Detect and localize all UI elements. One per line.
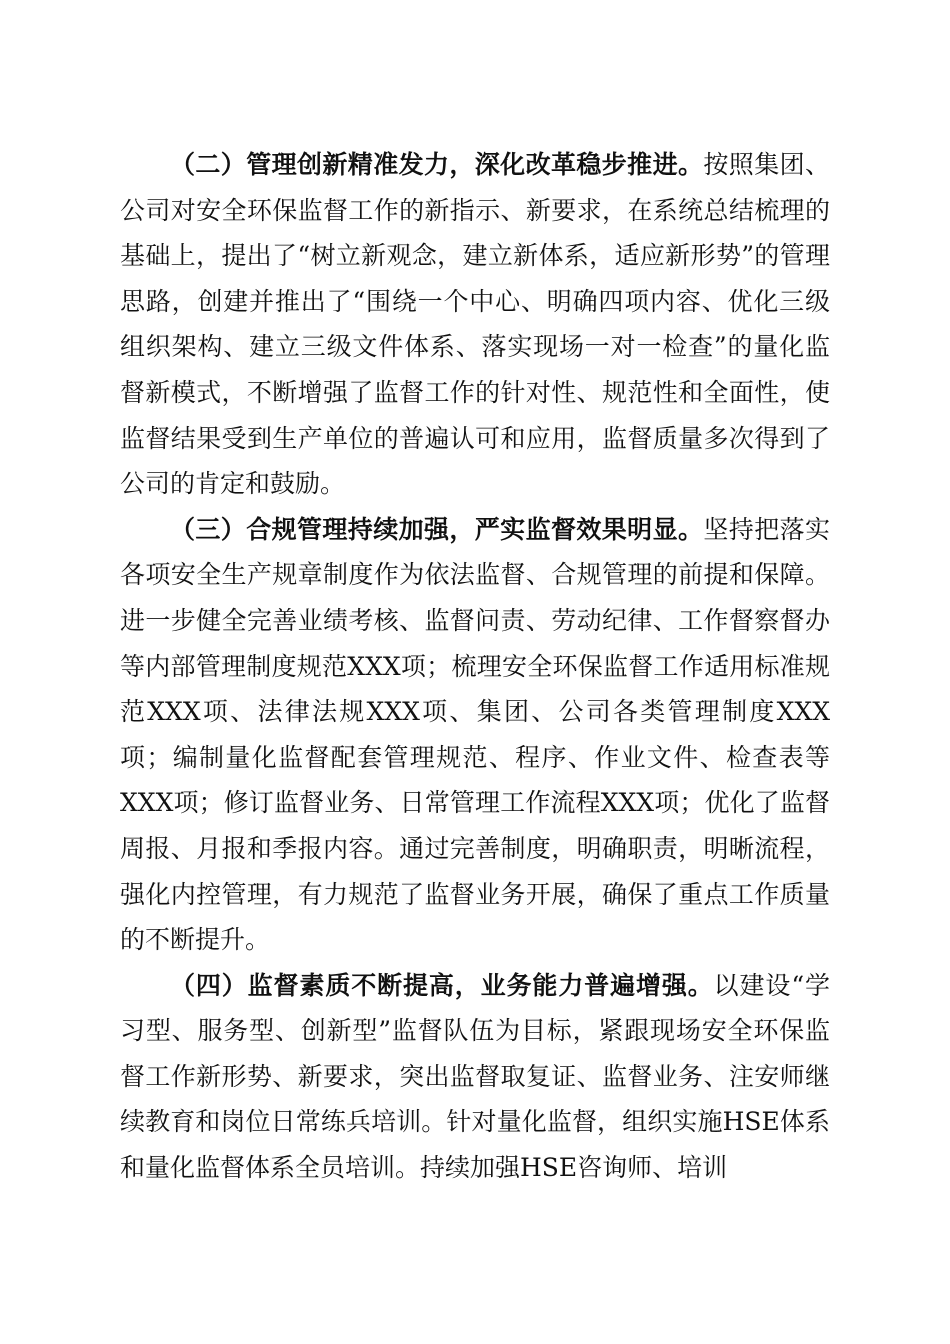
paragraph-heading: （三）合规管理持续加强，严实监督效果明显。 [170, 514, 704, 544]
paragraph-compliance-management [120, 507, 830, 963]
paragraph-text: 按照集团、公司对安全环保监督工作的新指示、新要求，在系统总结梳理的基础上，提出了“树立新观念，建立新体系，适应新形势”的管理思路，创建并推出了“围绕一个中心、明确四项内容、优化三级组织架构、建立三级文件体系、落实现场一对一检查”的量化监督新模式，不断增强了监督工作的针对性、规范性和全面性，使监督结果受到生产单位的普遍认可和应用，监督质量多次得到了公司的肯定和鼓励。 [120, 150, 830, 499]
paragraph-text: 以建设“学习型、服务型、创新型”监督队伍为目标，紧跟现场安全环保监督工作新形势、新要求，突出监督取复证、监督业务、注安师继续教育和岗位日常练兵培训。针对量化监督，组织实施HSE体系和量化监督体系全员培训。持续加强HSE咨询师、培训 [120, 970, 830, 1183]
paragraph-management-innovation [120, 142, 830, 507]
paragraph-heading: （二）管理创新精准发力，深化改革稳步推进。 [170, 150, 704, 179]
paragraph-heading: （四）监督素质不断提高，业务能力普遍增强。 [170, 970, 714, 1000]
paragraph-text: 坚持把落实各项安全生产规章制度作为依法监督、合规管理的前提和保障。进一步健全完善业绩考核、监督问责、劳动纪律、工作督察督办等内部管理制度规范XXX项；梳理安全环保监督工作适用标准规范XXX项、法律法规XXX项、集团、公司各类管理制度XXX项；编制量化监督配套管理规范、程序、作业文件、检查表等XXX项；修订监督业务、日常管理工作流程XXX项；优化了监督周报、月报和季报内容。通过完善制度，明确职责，明晰流程，强化内控管理，有力规范了监督业务开展，确保了重点工作质量的不断提升。 [120, 514, 830, 955]
paragraph-supervision-quality [120, 963, 830, 1191]
document-body [120, 142, 830, 1191]
